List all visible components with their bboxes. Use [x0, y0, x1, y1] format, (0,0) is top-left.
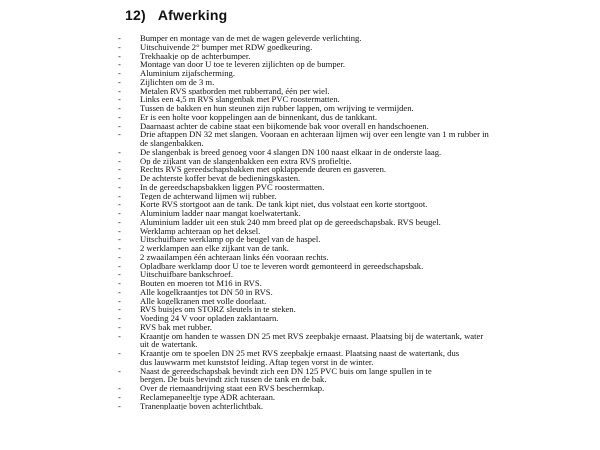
list-item-text: Voeding 24 V voor opladen zaklantaarn. — [140, 314, 279, 323]
bullet-dash: - — [118, 401, 121, 411]
bullet-dash: - — [118, 392, 121, 402]
bullet-dash: - — [118, 130, 121, 140]
list-item — [0, 384, 600, 393]
bullet-dash: - — [118, 147, 121, 157]
list-item — [0, 270, 600, 279]
list-item — [0, 52, 600, 61]
bullet-dash: - — [118, 331, 121, 341]
list-item — [0, 78, 600, 87]
list-item — [0, 209, 600, 218]
list-item — [0, 113, 600, 122]
list-item-continuation: de slangenbakken. — [140, 138, 204, 148]
section-heading — [125, 7, 227, 23]
list-item — [0, 305, 600, 314]
list-item — [0, 279, 600, 288]
list-item-text: Werklamp achteraan op het deksel. — [140, 226, 261, 236]
bullet-dash: - — [118, 69, 121, 78]
list-item — [0, 235, 600, 244]
list-item — [0, 323, 600, 332]
list-item — [0, 148, 600, 157]
list-item — [0, 122, 600, 131]
list-item — [0, 157, 600, 166]
list-item-text: RVS bak met rubber. — [140, 322, 212, 332]
list-item-text: Aluminium ladder naar mangat koelwatertank. — [140, 209, 301, 218]
bullet-dash: - — [118, 95, 121, 104]
list-item-text: Alle kogelkraantjes tot DN 50 in RVS. — [140, 287, 273, 297]
list-item — [0, 218, 600, 227]
list-item-text: Aluminium zijafscherming. — [140, 69, 235, 78]
bullet-dash: - — [118, 165, 121, 174]
list-item-text: Tegen de achterwand lijmen wij rubber. — [140, 191, 277, 201]
section-title: Afwerking — [157, 7, 228, 23]
bullet-dash: - — [118, 244, 121, 253]
bullet-dash: - — [118, 34, 121, 43]
bullet-dash: - — [118, 104, 121, 113]
list-item — [0, 130, 600, 148]
list-item — [0, 34, 600, 43]
list-item-text: Trekhaakje op de achterbumper. — [140, 51, 251, 61]
list-item-text: Tussen de bakken en hun steunen zijn rubber lappen, om wrijving te vermijden. — [140, 104, 414, 113]
list-item-text: Uitschuifbare werklamp op de beugel van de haspel. — [140, 235, 321, 244]
list-item-text: Drie aftappen DN 32 met slangen. Vooraan en achteraan lijmen wij over een lengte van 1 m rubber in — [140, 130, 489, 140]
bullet-dash: - — [118, 121, 121, 131]
list-item-continuation: uit de watertank. — [140, 339, 198, 349]
bullet-dash: - — [118, 270, 121, 279]
list-item — [0, 174, 600, 183]
list-item-text: De slangenbak is breed genoeg voor 4 slangen DN 100 naast elkaar in de onderste laag. — [140, 147, 442, 157]
list-item-text: Montage van door U toe te leveren zijlichten op de bumper. — [140, 60, 345, 69]
list-item-text: Tranenplaatje boven achterlichtbak. — [140, 401, 264, 411]
list-item — [0, 95, 600, 104]
list-item — [0, 183, 600, 192]
list-item — [0, 314, 600, 323]
bullet-dash: - — [118, 200, 121, 209]
bullet-dash: - — [118, 322, 121, 332]
list-item-text: 2 zwaailampen één achteraan links één vooraan rechts. — [140, 252, 329, 262]
list-item — [0, 253, 600, 262]
bullet-dash: - — [118, 226, 121, 236]
list-item — [0, 393, 600, 402]
list-item — [0, 87, 600, 96]
list-item — [0, 349, 600, 367]
list-item-continuation: bergen. De buis bevindt zich tussen de tank en de bak. — [140, 374, 327, 384]
list-item-text: Er is een holte voor koppelingen aan de binnenkant, dus de tankkant. — [140, 112, 377, 122]
list-item-text: Bumper en montage van de met de wagen geleverde verlichting. — [140, 34, 362, 43]
bullet-dash: - — [118, 279, 121, 288]
bullet-dash: - — [118, 60, 121, 69]
list-item-text: Aluminium ladder uit een stuk 240 mm breed plat op de gereedschapsbak. RVS beugel. — [140, 217, 441, 227]
list-item — [0, 104, 600, 113]
bullet-dash: - — [118, 182, 121, 192]
bullet-dash: - — [118, 305, 121, 314]
list-item-text: Zijlichten om de 3 m. — [140, 77, 215, 87]
list-item-text: 2 werklampen aan elke zijkant van de tank. — [140, 244, 289, 253]
list-item — [0, 332, 600, 350]
list-item — [0, 297, 600, 306]
bullet-dash: - — [118, 209, 121, 218]
list-item — [0, 165, 600, 174]
list-item-text: Uitschuivende 2° bumper met RDW goedkeuring. — [140, 42, 313, 52]
list-item-text: Links een 4,5 m RVS slangenbak met PVC roostermatten. — [140, 95, 340, 104]
list-item-text: Metalen RVS spatborden met rubberrand, één per wiel. — [140, 86, 330, 96]
bullet-dash: - — [118, 384, 121, 393]
list-item — [0, 60, 600, 69]
list-item-text: Bouten en moeren tot M16 in RVS. — [140, 279, 262, 288]
bullet-dash: - — [118, 235, 121, 244]
bullet-dash: - — [118, 77, 121, 87]
list-item-text: Korte RVS stortgoot aan de tank. De tank kipt niet, dus volstaat een korte stortgoot. — [140, 200, 428, 209]
bullet-dash: - — [118, 296, 121, 306]
bullet-dash: - — [118, 174, 121, 183]
list-item-continuation: dus lauwwarm met kunststof leiding. Aftap tegen vorst in de winter. — [140, 356, 374, 367]
list-item — [0, 288, 600, 297]
list-item-text: Kraantje om handen te wassen DN 25 met RVS zeepbakje ernaast. Plaatsing bij de watertank, water — [140, 331, 484, 341]
bullet-dash: - — [118, 51, 121, 61]
list-item-text: Opladbare werklamp door U toe te leveren wordt gemonteerd in gereedschapsbak. — [140, 261, 424, 271]
list-item-text: Kraantje om te spoelen DN 25 met RVS zeepbakje ernaast. Plaatsing naast de watertank, dus — [140, 349, 460, 358]
list-item-text: Reclamepaneeltje type ADR achteraan. — [140, 392, 276, 402]
bullet-dash: - — [118, 287, 121, 297]
bullet-dash: - — [118, 314, 121, 323]
bullet-dash: - — [118, 191, 121, 201]
list-item-text: Naast de gereedschapsbak bevindt zich een DN 125 PVC buis om lange spullen in te — [140, 366, 432, 376]
list-item — [0, 69, 600, 78]
bullet-dash: - — [118, 42, 121, 52]
bullet-dash: - — [118, 112, 121, 122]
list-item — [0, 43, 600, 52]
bullet-dash: - — [118, 156, 121, 166]
list-item-text: De achterste koffer bevat de bedieningskasten. — [140, 174, 301, 183]
list-item-text: Uitschuifbare bankschroef. — [140, 270, 234, 279]
list-item-text: Op de zijkant van de slangenbakken een extra RVS profieltje. — [140, 156, 352, 166]
list-item — [0, 192, 600, 201]
list-item — [0, 244, 600, 253]
list-item-text: Rechts RVS gereedschapsbakken met opklappende deuren en gasveren. — [140, 165, 387, 174]
list-item-text: Alle kogelkranen met volle doorlaat. — [140, 296, 267, 306]
list-item-text: In de gereedschapsbakken liggen PVC roostermatten. — [140, 182, 325, 192]
list-item-text: Over de riemaandrijving staat een RVS beschermkap. — [140, 384, 325, 393]
bullet-dash: - — [118, 86, 121, 96]
list-item — [0, 227, 600, 236]
list-item — [0, 367, 600, 385]
list-item-text: Daarnaast achter de cabine staat een bijkomende bak voor overall en handschoenen. — [140, 121, 429, 131]
list-item — [0, 402, 600, 411]
spec-list — [0, 34, 600, 410]
list-item-text: RVS buisjes om STORZ sleutels in te steken. — [140, 305, 296, 314]
bullet-dash: - — [118, 252, 121, 262]
list-item — [0, 262, 600, 271]
bullet-dash: - — [118, 217, 121, 227]
bullet-dash: - — [118, 366, 121, 376]
bullet-dash: - — [118, 349, 121, 358]
bullet-dash: - — [118, 261, 121, 271]
list-item — [0, 200, 600, 209]
section-number: 12) — [125, 7, 146, 23]
